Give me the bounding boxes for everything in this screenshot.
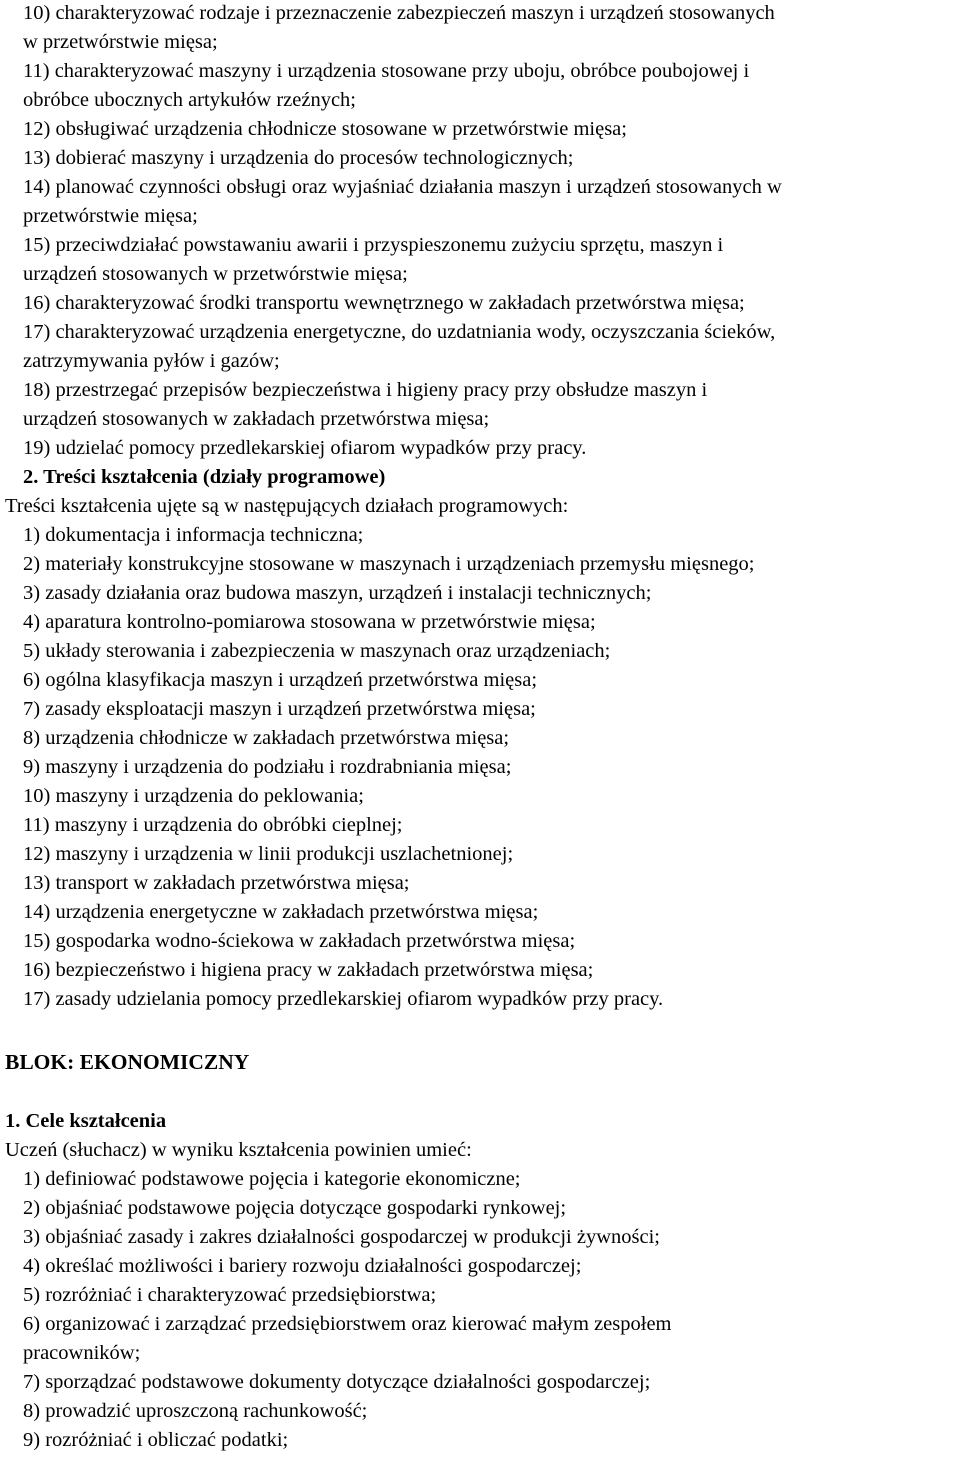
block-title: BLOK: EKONOMICZNY <box>5 1050 250 1074</box>
list-item: 14) urządzenia energetyczne w zakładach przetwórstwa mięsa; <box>23 901 539 923</box>
section-heading: 1. Cele kształcenia <box>5 1110 167 1132</box>
list-item: obróbce ubocznych artykułów rzeźnych; <box>23 89 356 111</box>
list-item: 17) charakteryzować urządzenia energetyczne, do uzdatniania wody, oczyszczania ścieków, <box>23 321 776 343</box>
list-item: 13) dobierać maszyny i urządzenia do procesów technologicznych; <box>23 147 574 169</box>
list-item: 6) organizować i zarządzać przedsiębiorstwem oraz kierować małym zespołem <box>23 1313 672 1335</box>
list-item: 7) zasady eksploatacji maszyn i urządzeń przetwórstwa mięsa; <box>23 698 536 720</box>
list-item: 3) zasady działania oraz budowa maszyn, urządzeń i instalacji technicznych; <box>23 582 652 604</box>
list-item: 15) gospodarka wodno-ściekowa w zakładach przetwórstwa mięsa; <box>23 930 576 952</box>
list-item: 12) obsługiwać urządzenia chłodnicze stosowane w przetwórstwie mięsa; <box>23 118 627 140</box>
list-item: 16) charakteryzować środki transportu wewnętrznego w zakładach przetwórstwa mięsa; <box>23 292 745 314</box>
list-item: 17) zasady udzielania pomocy przedlekarskiej ofiarom wypadków przy pracy. <box>23 988 664 1010</box>
list-item: 5) układy sterowania i zabezpieczenia w maszynach oraz urządzeniach; <box>23 640 611 662</box>
section-intro: Uczeń (słuchacz) w wyniku kształcenia powinien umieć: <box>5 1139 472 1161</box>
list-item: 4) określać możliwości i bariery rozwoju działalności gospodarczej; <box>23 1255 582 1277</box>
list-item: 1) definiować podstawowe pojęcia i kategorie ekonomiczne; <box>23 1168 521 1190</box>
list-item: urządzeń stosowanych w przetwórstwie mięsa; <box>23 263 408 285</box>
list-item: 10) maszyny i urządzenia do peklowania; <box>23 785 364 807</box>
list-item: 15) przeciwdziałać powstawaniu awarii i przyspieszonemu zużyciu sprzętu, maszyn i <box>23 234 724 256</box>
list-item: 9) rozróżniać i obliczać podatki; <box>23 1429 289 1451</box>
list-item: 5) rozróżniać i charakteryzować przedsiębiorstwa; <box>23 1284 437 1306</box>
list-item: 11) charakteryzować maszyny i urządzenia stosowane przy uboju, obróbce poubojowej i <box>23 60 750 82</box>
list-item: 13) transport w zakładach przetwórstwa mięsa; <box>23 872 410 894</box>
section-intro: Treści kształcenia ujęte są w następujących działach programowych: <box>5 495 569 517</box>
list-item: 6) ogólna klasyfikacja maszyn i urządzeń przetwórstwa mięsa; <box>23 669 538 691</box>
list-item: 19) udzielać pomocy przedlekarskiej ofiarom wypadków przy pracy. <box>23 437 587 459</box>
list-item: 14) planować czynności obsługi oraz wyjaśniać działania maszyn i urządzeń stosowanych w <box>23 176 782 198</box>
list-item: pracowników; <box>23 1342 141 1364</box>
list-item: 3) objaśniać zasady i zakres działalności gospodarczej w produkcji żywności; <box>23 1226 660 1248</box>
list-item: 8) prowadzić uproszczoną rachunkowość; <box>23 1400 368 1422</box>
list-item: 7) sporządzać podstawowe dokumenty dotyczące działalności gospodarczej; <box>23 1371 651 1393</box>
list-item: zatrzymywania pyłów i gazów; <box>23 350 280 372</box>
list-item: 8) urządzenia chłodnicze w zakładach przetwórstwa mięsa; <box>23 727 510 749</box>
list-item: w przetwórstwie mięsa; <box>23 31 218 53</box>
list-item: urządzeń stosowanych w zakładach przetwórstwa mięsa; <box>23 408 490 430</box>
list-item: 11) maszyny i urządzenia do obróbki cieplnej; <box>23 814 403 836</box>
list-item: 18) przestrzegać przepisów bezpieczeństwa i higieny pracy przy obsłudze maszyn i <box>23 379 708 401</box>
list-item: 10) charakteryzować rodzaje i przeznaczenie zabezpieczeń maszyn i urządzeń stosowanych <box>23 2 775 24</box>
section-heading: 2. Treści kształcenia (działy programowe) <box>23 466 386 488</box>
list-item: 12) maszyny i urządzenia w linii produkcji uszlachetnionej; <box>23 843 514 865</box>
list-item: 9) maszyny i urządzenia do podziału i rozdrabniania mięsa; <box>23 756 512 778</box>
list-item: 1) dokumentacja i informacja techniczna; <box>23 524 364 546</box>
list-item: przetwórstwie mięsa; <box>23 205 198 227</box>
list-item: 4) aparatura kontrolno-pomiarowa stosowana w przetwórstwie mięsa; <box>23 611 596 633</box>
list-item: 2) objaśniać podstawowe pojęcia dotyczące gospodarki rynkowej; <box>23 1197 567 1219</box>
list-item: 16) bezpieczeństwo i higiena pracy w zakładach przetwórstwa mięsa; <box>23 959 594 981</box>
list-item: 2) materiały konstrukcyjne stosowane w maszynach i urządzeniach przemysłu mięsnego; <box>23 553 755 575</box>
